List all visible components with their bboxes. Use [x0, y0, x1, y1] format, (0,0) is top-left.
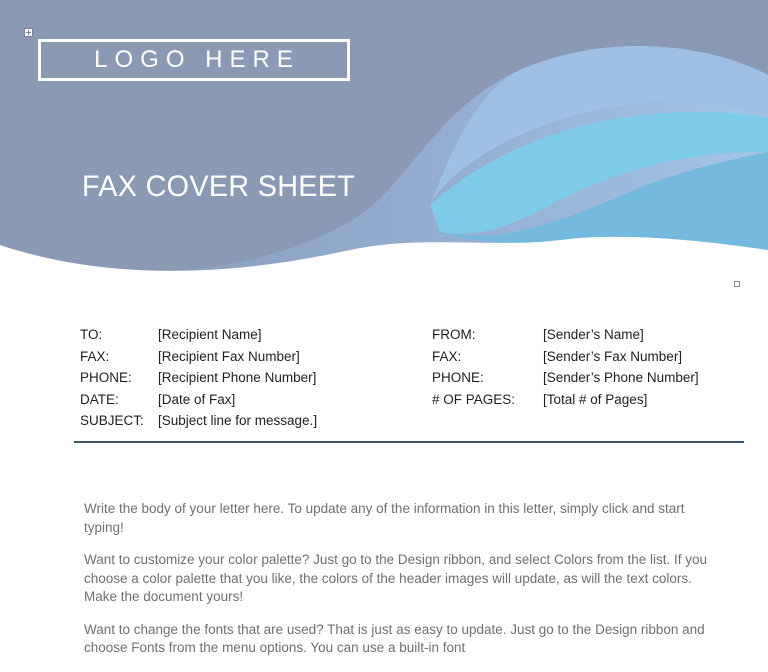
field-label: FROM: [432, 327, 476, 343]
anchor-handle-icon[interactable] [24, 28, 33, 37]
sender-row-phone [432, 367, 699, 389]
field-label: # OF PAGES: [432, 391, 516, 407]
page-count-field[interactable]: [Total # of Pages] [543, 391, 648, 407]
sender-phone-field[interactable]: [Sender’s Phone Number] [543, 370, 699, 386]
date-field[interactable]: [Date of Fax] [158, 391, 236, 407]
resize-handle-icon[interactable] [734, 281, 740, 287]
sender-info [432, 324, 699, 410]
recipient-row-to [80, 324, 317, 346]
field-label: FAX: [432, 348, 462, 364]
recipient-info [80, 324, 317, 432]
field-label: PHONE: [80, 370, 132, 386]
recipient-row-phone [80, 367, 317, 389]
recipient-name-field[interactable]: [Recipient Name] [158, 327, 262, 343]
field-label: TO: [80, 327, 103, 343]
logo-placeholder[interactable] [38, 39, 350, 81]
body-paragraph[interactable]: Write the body of your letter here. To update any of the information in this letter, simply click and start typing! [84, 501, 685, 535]
sender-row-pages [432, 389, 699, 411]
field-label: SUBJECT: [80, 413, 144, 429]
recipient-row-date [80, 389, 317, 411]
sender-row-from [432, 324, 699, 346]
page-title: FAX COVER SHEET [82, 170, 356, 203]
recipient-row-subject [80, 410, 317, 432]
field-label: FAX: [80, 348, 110, 364]
body-paragraph[interactable]: Want to change the fonts that are used? That is just as easy to update. Just go to the Design ribbon and choose Fonts from the menu options. You can use a built-in font [84, 621, 705, 655]
field-label: PHONE: [432, 370, 484, 386]
sender-name-field[interactable]: [Sender’s Name] [543, 327, 644, 343]
sender-fax-field[interactable]: [Sender’s Fax Number] [543, 348, 683, 364]
section-divider [74, 441, 744, 443]
recipient-phone-field[interactable]: [Recipient Phone Number] [158, 370, 317, 386]
body-paragraph[interactable]: Want to customize your color palette? Just go to the Design ribbon, and select Colors from the list. If you choose a color palette that you like, the colors of the header images will update, as will the text colors. Make the document yours! [84, 552, 708, 604]
field-label: DATE: [80, 391, 119, 407]
logo-text: LOGO HERE [94, 46, 300, 73]
recipient-fax-field[interactable]: [Recipient Fax Number] [158, 348, 300, 364]
sender-row-fax [432, 346, 699, 368]
recipient-row-fax [80, 346, 317, 368]
subject-field[interactable]: [Subject line for message.] [158, 413, 318, 429]
letter-body[interactable] [84, 500, 724, 672]
